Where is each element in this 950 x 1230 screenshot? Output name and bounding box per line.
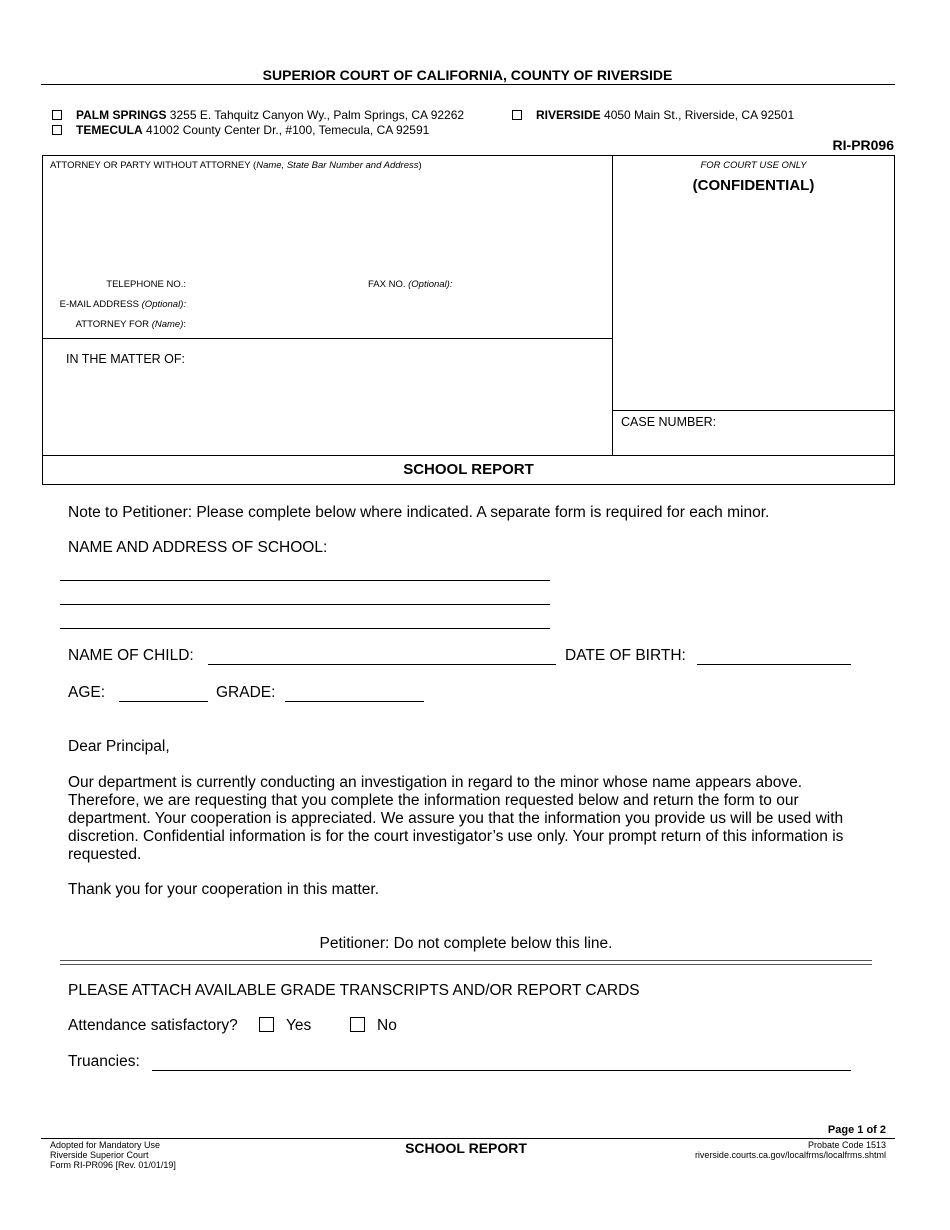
palm-springs-name: PALM SPRINGS	[76, 108, 167, 122]
attorney-for-label: ATTORNEY FOR (Name):	[75, 319, 186, 330]
paragraph-line: requested.	[68, 846, 142, 863]
temecula-checkbox[interactable]	[52, 125, 62, 135]
truancies-field[interactable]	[152, 1070, 851, 1071]
matter-divider	[42, 338, 613, 339]
salutation: Dear Principal,	[68, 738, 170, 755]
header-divider	[41, 84, 895, 85]
paragraph-line: Therefore, we are requesting that you complete the information requested below and return the form to our	[68, 792, 799, 809]
attendance-no-checkbox[interactable]	[350, 1017, 365, 1032]
school-address-line-3[interactable]	[60, 628, 550, 629]
dob-field[interactable]	[697, 664, 851, 665]
attach-note: PLEASE ATTACH AVAILABLE GRADE TRANSCRIPTS AND/OR REPORT CARDS	[68, 982, 640, 999]
truancies-label: Truancies:	[68, 1053, 140, 1070]
petitioner-note: Note to Petitioner: Please complete below where indicated. A separate form is required for each minor.	[68, 504, 770, 521]
title-divider	[42, 455, 895, 456]
attendance-label: Attendance satisfactory?	[68, 1017, 238, 1034]
paragraph-line: department. Your cooperation is appreciated. We assure you that the information you provide us will be used with	[68, 810, 844, 827]
footer-left	[50, 1140, 176, 1170]
school-address-line-2[interactable]	[60, 604, 550, 605]
fax-label: FAX NO. (Optional):	[368, 279, 453, 290]
child-name-field[interactable]	[208, 664, 556, 665]
dob-label: DATE OF BIRTH:	[565, 647, 686, 664]
palm-springs-checkbox[interactable]	[52, 110, 62, 120]
footer-right	[695, 1140, 886, 1160]
page-number: Page 1 of 2	[827, 1124, 886, 1136]
grade-label: GRADE:	[216, 684, 276, 701]
letter-paragraph	[68, 774, 868, 864]
petitioner-do-not-complete: Petitioner: Do not complete below this line.	[319, 935, 613, 952]
age-label: AGE:	[68, 684, 106, 701]
footer-adopted: Adopted for Mandatory Use	[50, 1140, 161, 1150]
confidential-label: (CONFIDENTIAL)	[692, 177, 815, 194]
riverside-checkbox[interactable]	[512, 110, 522, 120]
footer-probate-code: Probate Code 1513	[807, 1140, 886, 1150]
paragraph-line: Our department is currently conducting an investigation in regard to the minor whose name appears above.	[68, 774, 803, 791]
footer-title: SCHOOL REPORT	[405, 1140, 527, 1156]
location-riverside	[512, 108, 794, 122]
riverside-address: 4050 Main St., Riverside, CA 92501	[604, 108, 795, 122]
palm-springs-address: 3255 E. Tahquitz Canyon Wy., Palm Springs, CA 92262	[169, 108, 465, 122]
child-name-label: NAME OF CHILD:	[68, 647, 194, 664]
form-number: RI-PR096	[832, 137, 894, 153]
footer-url[interactable]: riverside.courts.ca.gov/localfrms/localfrms.shtml	[694, 1150, 886, 1160]
double-divider	[60, 960, 872, 965]
thanks-text: Thank you for your cooperation in this matter.	[68, 881, 380, 898]
temecula-name: TEMECULA	[76, 123, 143, 137]
age-field[interactable]	[119, 701, 208, 702]
court-title: SUPERIOR COURT OF CALIFORNIA, COUNTY OF RIVERSIDE	[262, 67, 673, 83]
attendance-yes-label: Yes	[286, 1017, 312, 1034]
attorney-label: ATTORNEY OR PARTY WITHOUT ATTORNEY (Name, State Bar Number and Address)	[50, 160, 422, 171]
matter-label: IN THE MATTER OF:	[66, 352, 185, 366]
grade-field[interactable]	[285, 701, 424, 702]
footer-court: Riverside Superior Court	[50, 1150, 149, 1160]
school-address-line-1[interactable]	[60, 580, 550, 581]
location-temecula	[52, 123, 429, 137]
case-number-divider	[612, 410, 895, 411]
location-palm-springs	[52, 108, 464, 122]
paragraph-line: discretion. Confidential information is for the court investigator’s use only. Your prompt return of this information is	[68, 828, 844, 845]
attendance-yes-checkbox[interactable]	[259, 1017, 274, 1032]
temecula-address: 41002 County Center Dr., #100, Temecula, CA 92591	[146, 123, 430, 137]
form-title: SCHOOL REPORT	[403, 461, 534, 478]
footer-form-rev: Form RI-PR096 [Rev. 01/01/19]	[50, 1160, 176, 1170]
court-use-label: FOR COURT USE ONLY	[700, 160, 807, 171]
telephone-label: TELEPHONE NO.:	[106, 279, 186, 290]
case-number-label: CASE NUMBER:	[621, 415, 717, 429]
riverside-name: RIVERSIDE	[536, 108, 601, 122]
school-label: NAME AND ADDRESS OF SCHOOL:	[68, 539, 328, 556]
email-label: E-MAIL ADDRESS (Optional):	[59, 299, 186, 310]
attendance-no-label: No	[377, 1017, 397, 1034]
footer-divider	[41, 1138, 895, 1139]
